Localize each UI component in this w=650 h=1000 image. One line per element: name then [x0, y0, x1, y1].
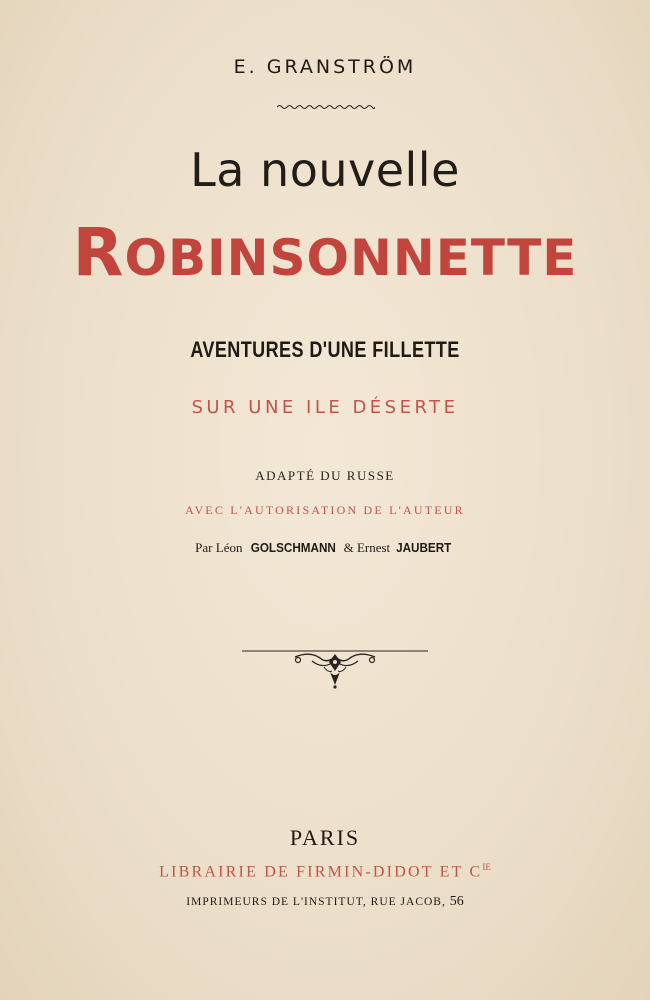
authorization-note: AVEC L'AUTORISATION DE L'AUTEUR	[185, 503, 465, 517]
printer-address	[0, 894, 650, 910]
publisher-superscript: IE	[482, 862, 491, 872]
wavy-rule	[277, 103, 375, 111]
translator-1: GOLSCHMANN	[250, 540, 336, 555]
imprint-city: PARIS	[289, 825, 361, 850]
by-prefix: Par Léon	[195, 540, 243, 555]
title-rest: OBINSONNETTE	[124, 229, 578, 287]
ornament-fleuron	[240, 645, 430, 693]
publisher-text: LIBRAIRIE DE FIRMIN-DIDOT ET C	[159, 863, 483, 881]
ampersand-ernest: & Ernest	[343, 540, 391, 555]
title-line-1: La nouvelle	[190, 143, 460, 197]
author-name: E. GRANSTRÖM	[233, 56, 417, 78]
subtitle-line-1: AVENTURES D'UNE FILLETTE	[190, 337, 460, 362]
title-initial: R	[72, 214, 125, 291]
printer-text: IMPRIMEURS DE L'INSTITUT, RUE JACOB,	[186, 896, 446, 908]
title-line-2	[0, 214, 650, 291]
translator-2: JAUBERT	[396, 540, 452, 555]
printer-number: 56	[449, 894, 464, 909]
adapted-note: ADAPTÉ DU RUSSE	[255, 468, 395, 483]
subtitle-line-2: SUR UNE ILE DÉSERTE	[191, 397, 459, 418]
publisher-name	[0, 862, 650, 881]
translators-line	[0, 540, 650, 556]
